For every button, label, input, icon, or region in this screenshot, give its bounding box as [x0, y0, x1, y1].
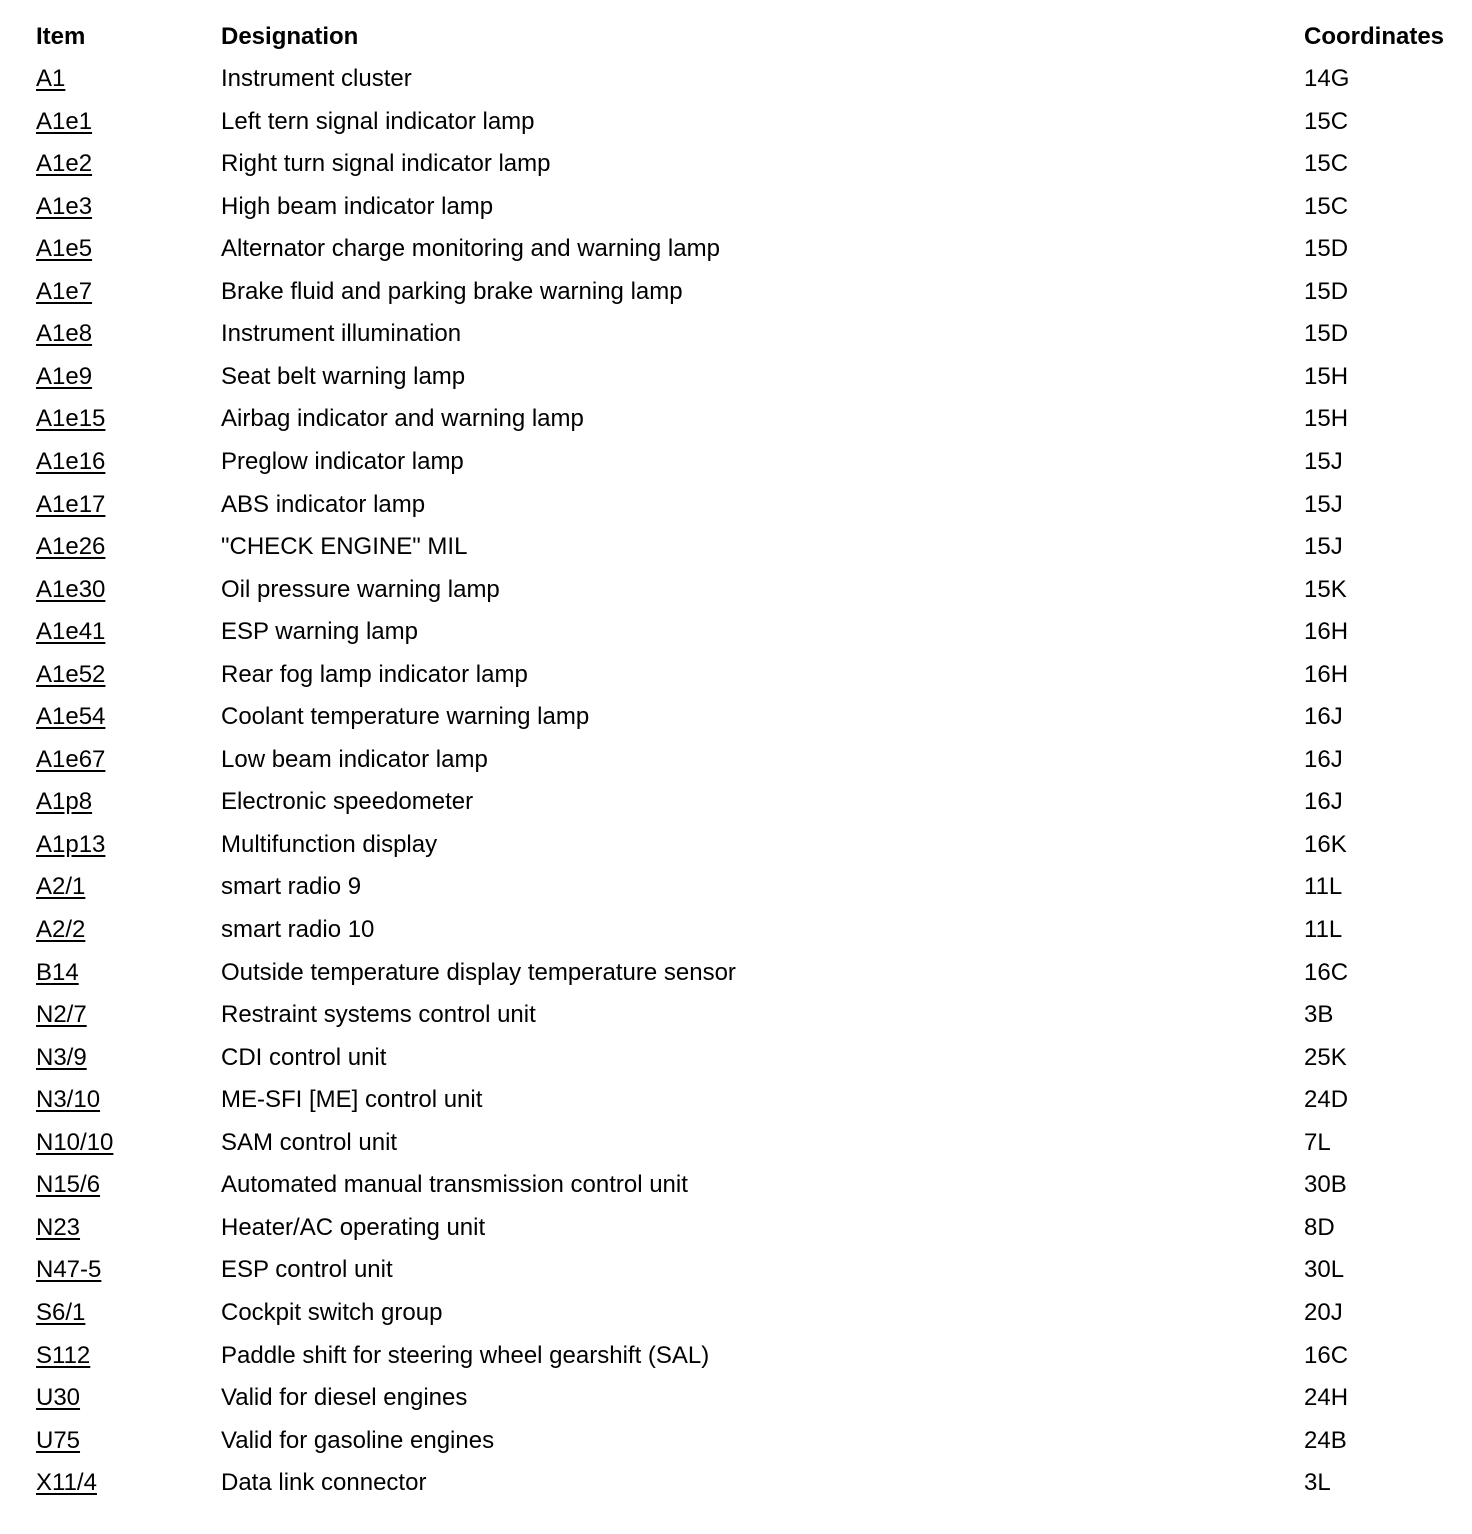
designation-cell: Oil pressure warning lamp [221, 575, 500, 603]
item-link[interactable]: A1e52 [36, 660, 106, 688]
designation-cell: Seat belt warning lamp [221, 362, 466, 390]
table-row [0, 1420, 1472, 1462]
coordinate-cell: 30B [1304, 1171, 1347, 1199]
item-link[interactable]: A2/2 [36, 916, 86, 943]
designation-cell: Instrument illumination [221, 320, 462, 348]
coordinate-cell: 15J [1304, 533, 1343, 561]
table-row [0, 143, 1472, 185]
table-row [0, 1335, 1472, 1377]
designation-cell: smart radio 9 [221, 873, 362, 901]
designation-cell: Valid for diesel engines [221, 1384, 468, 1412]
item-link[interactable]: S112 [36, 1341, 91, 1369]
table-row [0, 101, 1472, 143]
designation-cell: Data link connector [221, 1469, 427, 1497]
coordinate-cell: 20J [1304, 1298, 1343, 1326]
designation-cell: Left tern signal indicator lamp [221, 107, 535, 135]
table-row [0, 696, 1472, 738]
designation-cell: Cockpit switch group [221, 1298, 443, 1326]
designation-cell: Outside temperature display temperature sensor [221, 958, 736, 986]
designation-cell: CDI control unit [221, 1043, 387, 1071]
item-link[interactable]: A1e30 [36, 575, 106, 603]
table-row [0, 441, 1472, 483]
coordinate-cell: 16C [1304, 958, 1349, 986]
designation-cell: Automated manual transmission control unit [221, 1171, 688, 1199]
coordinate-cell: 15D [1304, 277, 1349, 305]
item-link[interactable]: A1p8 [36, 788, 93, 816]
table-row [0, 398, 1472, 440]
designation-cell: "CHECK ENGINE" MIL [221, 533, 468, 561]
item-link[interactable]: A1e1 [36, 107, 93, 135]
coordinate-cell: 24B [1304, 1426, 1347, 1454]
table-row [0, 994, 1472, 1036]
column-header-designation: Designation [221, 23, 359, 50]
designation-cell: ESP control unit [221, 1256, 393, 1284]
item-link[interactable]: S6/1 [36, 1298, 86, 1326]
table-row [0, 58, 1472, 100]
item-link[interactable]: A1e41 [36, 618, 106, 646]
table-row [0, 186, 1472, 228]
table-row [0, 739, 1472, 781]
item-link[interactable]: A1e17 [36, 490, 106, 518]
table-row [0, 271, 1472, 313]
coordinate-cell: 15C [1304, 150, 1349, 178]
table-row [0, 611, 1472, 653]
table-row [0, 569, 1472, 611]
coordinate-cell: 15J [1304, 447, 1343, 475]
coordinate-cell: 15C [1304, 107, 1349, 135]
item-link[interactable]: A1e15 [36, 405, 106, 433]
item-link[interactable]: N23 [36, 1213, 81, 1241]
designation-cell: SAM control unit [221, 1128, 398, 1156]
table-row [0, 654, 1472, 696]
coordinate-cell: 3B [1304, 1001, 1334, 1029]
item-link[interactable]: A1e16 [36, 447, 106, 475]
item-link[interactable]: A1e54 [36, 703, 106, 731]
item-link[interactable]: X11/4 [36, 1469, 97, 1497]
designation-cell: Heater/AC operating unit [221, 1213, 486, 1241]
table-row [0, 1462, 1472, 1504]
coordinate-cell: 16H [1304, 618, 1349, 646]
coordinate-cell: 16J [1304, 703, 1343, 731]
coordinate-cell: 15H [1304, 405, 1349, 433]
table-row [0, 1037, 1472, 1079]
coordinate-cell: 16K [1304, 830, 1347, 858]
coordinate-cell: 15H [1304, 362, 1349, 390]
item-link[interactable]: A1 [36, 65, 66, 92]
coordinate-cell: 11L [1304, 873, 1343, 901]
designation-cell: Preglow indicator lamp [221, 447, 464, 475]
table-row [0, 484, 1472, 526]
coordinate-cell: 15J [1304, 490, 1343, 518]
coordinate-cell: 16J [1304, 788, 1343, 816]
table-row [0, 1249, 1472, 1291]
designation-cell: Airbag indicator and warning lamp [221, 405, 584, 433]
coordinate-cell: 15K [1304, 575, 1347, 603]
coordinate-cell: 16J [1304, 745, 1343, 773]
coordinate-cell: 14G [1304, 65, 1350, 92]
table-row [0, 1377, 1472, 1419]
designation-cell: Low beam indicator lamp [221, 745, 488, 773]
coordinate-cell: 24D [1304, 1086, 1349, 1114]
item-link[interactable]: A1p13 [36, 830, 106, 858]
designation-cell: Coolant temperature warning lamp [221, 703, 590, 731]
item-link[interactable]: N10/10 [36, 1128, 114, 1156]
designation-cell: Alternator charge monitoring and warning lamp [221, 235, 720, 263]
item-link[interactable]: A1e5 [36, 235, 93, 263]
table-row [0, 1207, 1472, 1249]
table-row [0, 866, 1472, 908]
designation-cell: Rear fog lamp indicator lamp [221, 660, 528, 688]
table-row [0, 909, 1472, 951]
item-link[interactable]: B14 [36, 958, 79, 986]
table-row [0, 356, 1472, 398]
coordinate-cell: 3L [1304, 1469, 1331, 1497]
designation-cell: Paddle shift for steering wheel gearshift (SAL) [221, 1341, 710, 1369]
item-link[interactable]: A2/1 [36, 873, 86, 901]
designation-cell: ABS indicator lamp [221, 490, 426, 518]
item-link[interactable]: A1e9 [36, 362, 93, 390]
item-link[interactable]: U75 [36, 1426, 81, 1454]
coordinate-cell: 11L [1304, 916, 1343, 943]
coordinate-cell: 15D [1304, 235, 1349, 263]
coordinate-cell: 30L [1304, 1256, 1345, 1284]
item-link[interactable]: N3/10 [36, 1086, 101, 1114]
table-row [0, 781, 1472, 823]
designation-cell: Brake fluid and parking brake warning lamp [221, 277, 683, 305]
designation-cell: Restraint systems control unit [221, 1001, 536, 1029]
column-header-item: Item [36, 23, 86, 50]
table-row [0, 1079, 1472, 1121]
designation-cell: Multifunction display [221, 830, 438, 858]
item-link[interactable]: U30 [36, 1384, 81, 1412]
coordinate-cell: 25K [1304, 1043, 1347, 1071]
item-link[interactable]: A1e2 [36, 150, 93, 178]
table-row [0, 1122, 1472, 1164]
designation-cell: Instrument cluster [221, 65, 412, 92]
table-row [0, 824, 1472, 866]
designation-cell: Electronic speedometer [221, 788, 474, 816]
designation-cell: ME-SFI [ME] control unit [221, 1086, 483, 1114]
coordinate-cell: 15D [1304, 320, 1349, 348]
item-link[interactable]: A1e26 [36, 533, 106, 561]
table-row [0, 1164, 1472, 1206]
item-link[interactable]: A1e67 [36, 745, 106, 773]
item-link[interactable]: N2/7 [36, 1001, 87, 1029]
coordinate-cell: 24H [1304, 1384, 1349, 1412]
coordinate-cell: 8D [1304, 1213, 1335, 1241]
table-header-row [0, 16, 1472, 58]
designation-cell: Valid for gasoline engines [221, 1426, 495, 1454]
item-link[interactable]: N47-5 [36, 1256, 102, 1284]
coordinate-cell: 7L [1304, 1128, 1331, 1156]
coordinate-cell: 15C [1304, 192, 1349, 220]
coordinate-cell: 16C [1304, 1341, 1349, 1369]
item-link[interactable]: A1e8 [36, 320, 93, 348]
coordinate-cell: 16H [1304, 660, 1349, 688]
item-link[interactable]: N15/6 [36, 1171, 101, 1199]
table-row [0, 526, 1472, 568]
designation-cell: smart radio 10 [221, 916, 375, 943]
table-row [0, 1292, 1472, 1334]
designation-cell: High beam indicator lamp [221, 192, 494, 220]
designation-cell: Right turn signal indicator lamp [221, 150, 551, 178]
item-link[interactable]: N3/9 [36, 1043, 87, 1071]
table-row [0, 313, 1472, 355]
item-link[interactable]: A1e3 [36, 192, 93, 220]
designation-cell: ESP warning lamp [221, 618, 418, 646]
column-header-coordinates: Coordinates [1304, 23, 1445, 50]
item-link[interactable]: A1e7 [36, 277, 93, 305]
table-row [0, 952, 1472, 994]
table-row [0, 228, 1472, 270]
